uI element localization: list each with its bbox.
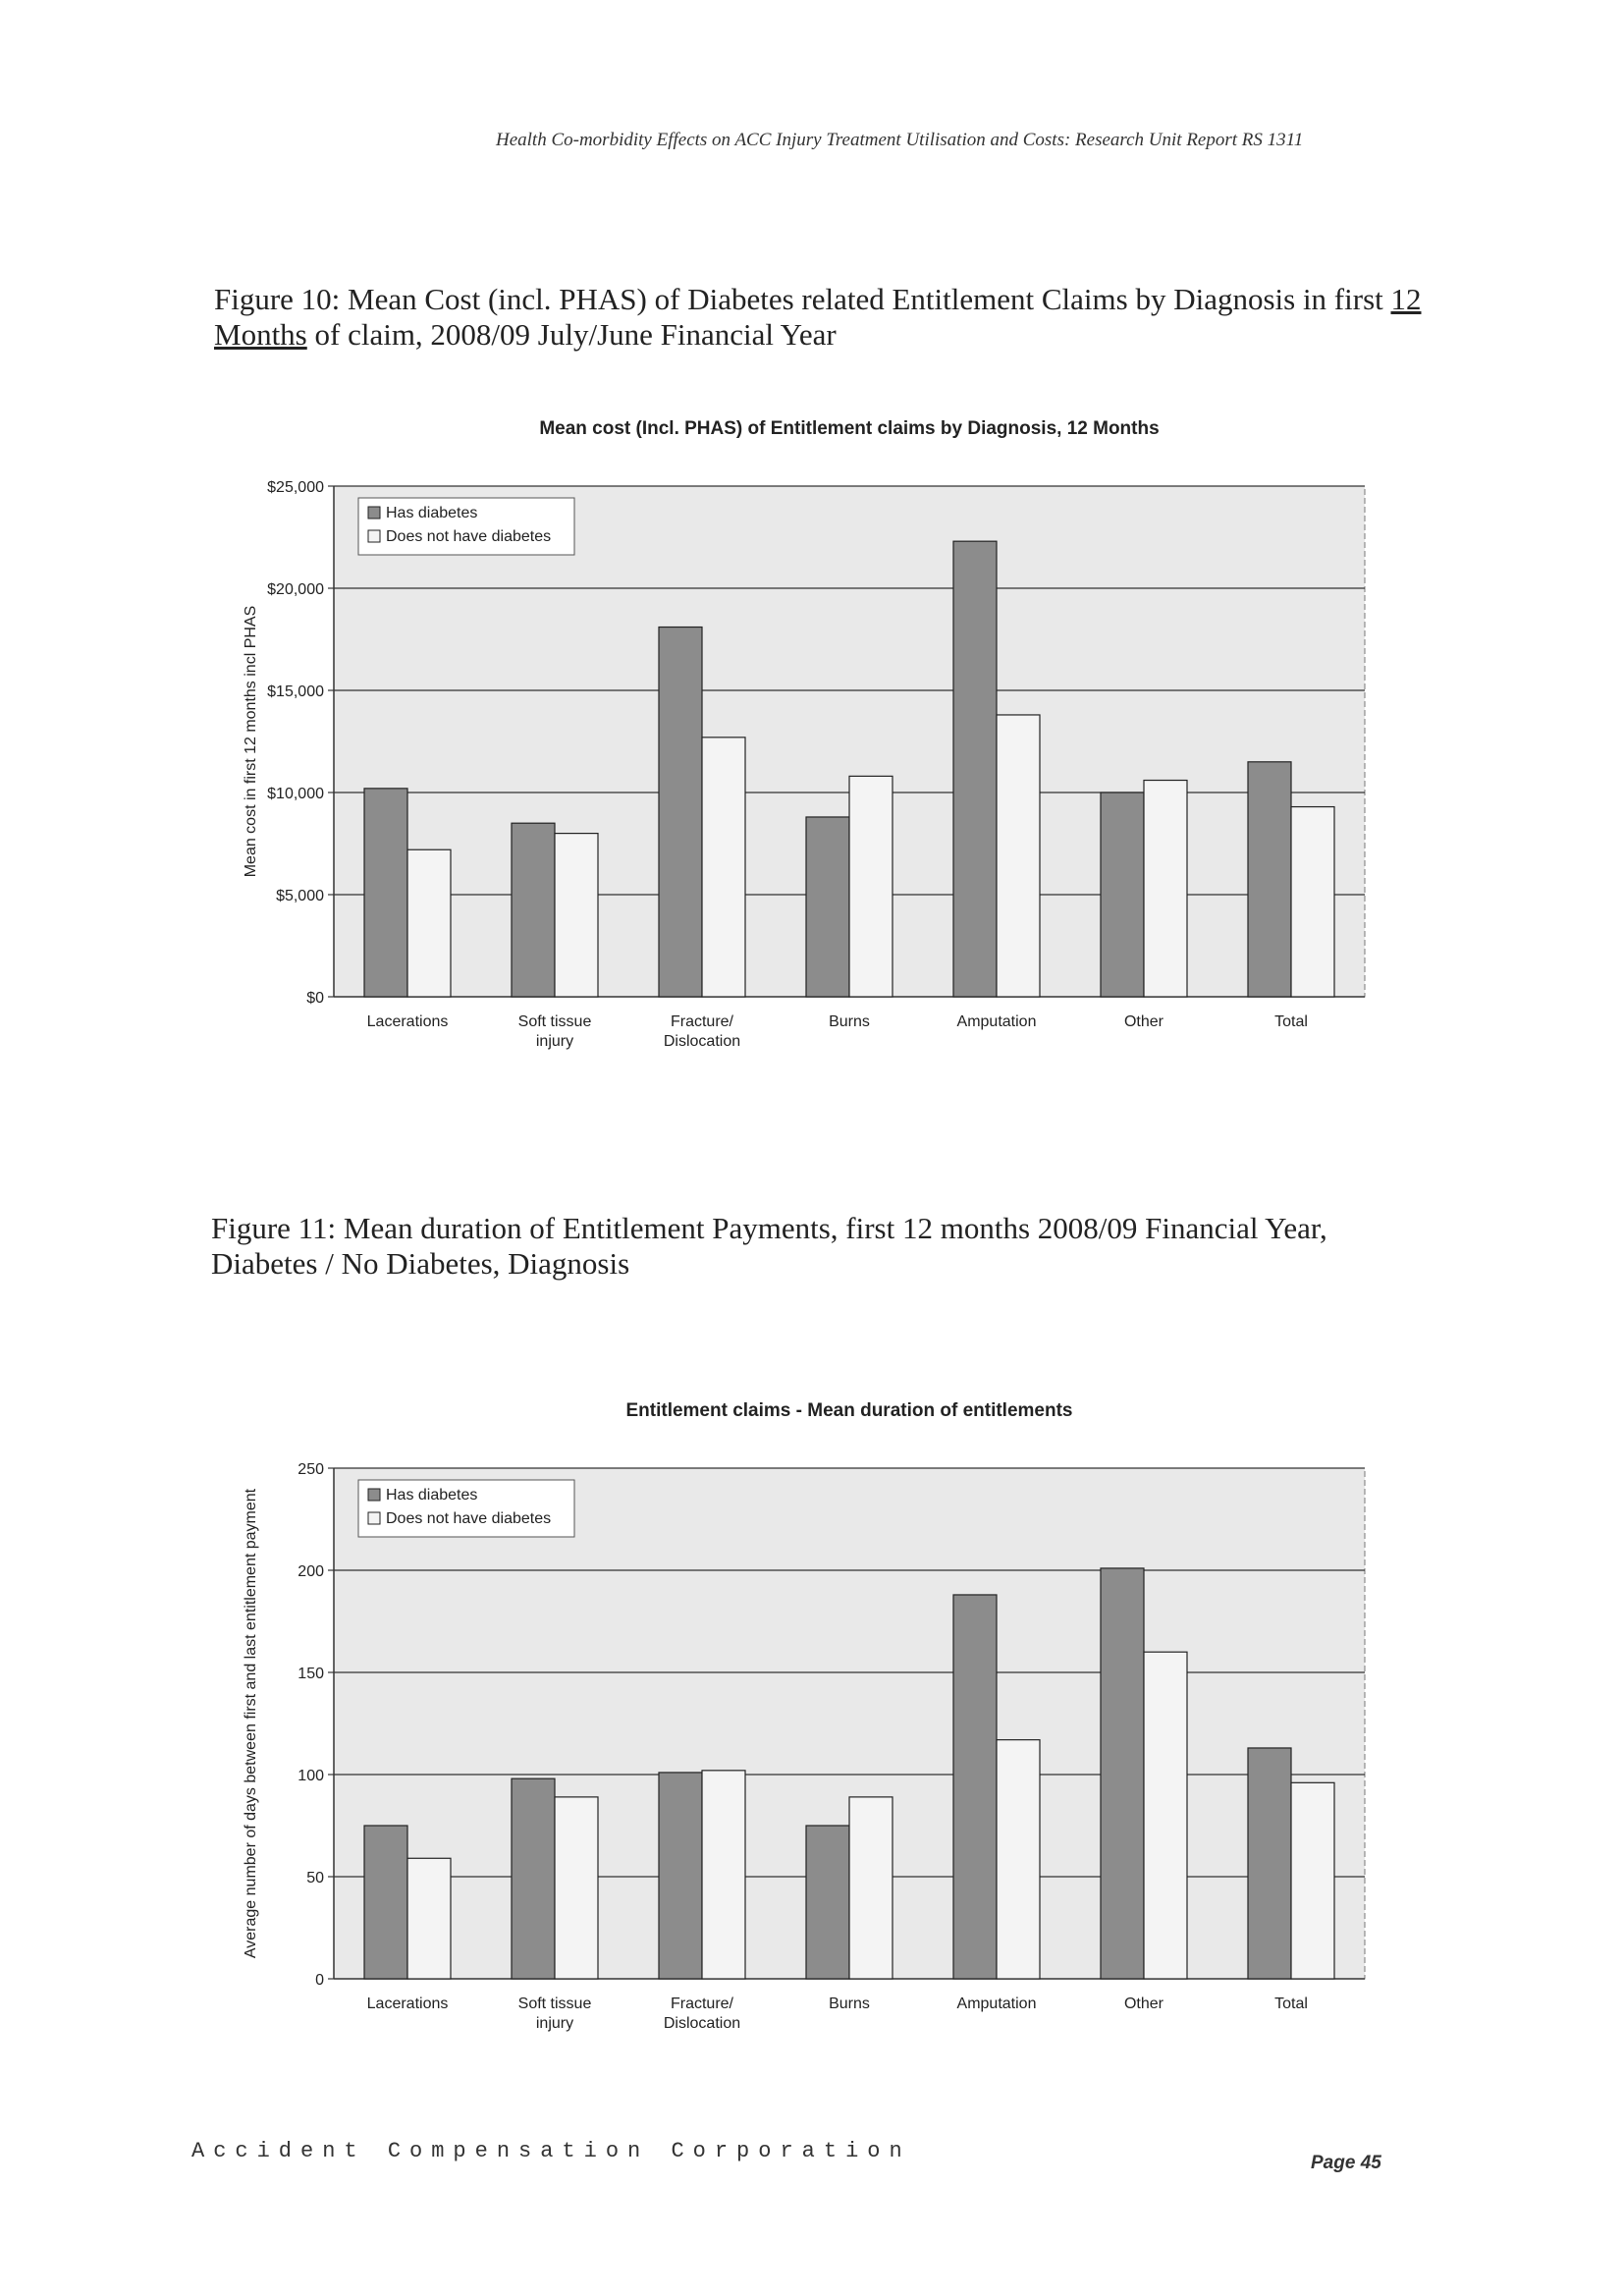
x-tick-label: Amputation [956,1013,1037,1030]
bar-no-diabetes-4 [997,715,1040,997]
bar-no-diabetes-2 [702,738,745,997]
bar-no-diabetes-3 [849,1797,893,1979]
legend-label: Does not have diabetes [386,1510,552,1527]
bar-no-diabetes-0 [407,1858,451,1979]
x-tick-label: Dislocation [663,2015,741,2032]
x-tick-label: Burns [829,1995,870,2012]
x-tick-label: Other [1123,1013,1164,1030]
bar-no-diabetes-5 [1144,781,1187,997]
x-tick-label: Lacerations [366,1995,449,2012]
bar-no-diabetes-5 [1144,1652,1187,1979]
bar-has-diabetes-2 [659,628,702,997]
y-tick-label: 50 [306,1870,324,1886]
legend-label: Has diabetes [386,1487,478,1503]
legend-swatch [368,530,380,542]
bar-has-diabetes-0 [364,789,407,997]
bar-has-diabetes-0 [364,1826,407,1979]
legend-label: Has diabetes [386,505,478,521]
bar-no-diabetes-6 [1291,1782,1334,1979]
x-tick-label: Dislocation [663,1033,741,1050]
figure-10-title [214,282,1422,353]
footer-organisation: Accident Compensation Corporation [191,2139,911,2163]
x-tick-label: Burns [829,1013,870,1030]
figure-10-title-pre: Figure 10: Mean Cost (incl. PHAS) of Diabetes related Entitlement Claims by Diagnosis in first [214,282,1383,316]
chart-mean-duration [226,1394,1434,2121]
y-tick-label: $20,000 [267,581,324,598]
page-header: Health Co-morbidity Effects on ACC Injury Treatment Utilisation and Costs: Research Unit Report RS 1311 [496,130,1304,150]
y-tick-label: $10,000 [267,786,324,802]
bar-no-diabetes-2 [702,1771,745,1979]
bar-has-diabetes-3 [806,1826,849,1979]
figure-11-title: Figure 11: Mean duration of Entitlement Payments, first 12 months 2008/09 Financial Year, Diabetes / No Diabetes, Diagnosis [211,1211,1327,1281]
figure-10-title-post: of claim, 2008/09 July/June Financial Year [314,317,837,352]
bar-no-diabetes-0 [407,849,451,997]
x-tick-label: Amputation [956,1995,1037,2012]
y-tick-label: 150 [298,1666,324,1682]
bar-no-diabetes-4 [997,1740,1040,1979]
figure-10-title-underlined: 12 Months [214,282,1422,352]
y-tick-label: $15,000 [267,683,324,700]
legend-swatch [368,507,380,519]
y-tick-label: $25,000 [267,479,324,496]
chart-title: Mean cost (Incl. PHAS) of Entitlement claims by Diagnosis, 12 Months [539,418,1160,439]
x-tick-label: Fracture/ [670,1013,734,1030]
y-tick-label: $5,000 [276,888,324,904]
y-axis-label: Average number of days between first and last entitlement payment [243,1488,259,1959]
bar-has-diabetes-1 [512,823,555,997]
bar-no-diabetes-3 [849,776,893,997]
bar-has-diabetes-4 [953,1595,997,1979]
bar-has-diabetes-4 [953,541,997,997]
y-axis-label: Mean cost in first 12 months incl PHAS [243,605,259,878]
x-tick-label: Soft tissue [517,1013,592,1030]
y-tick-label: 250 [298,1461,324,1478]
y-tick-label: $0 [306,990,324,1007]
bar-no-diabetes-1 [555,834,598,997]
x-tick-label: Other [1123,1995,1164,2012]
bar-no-diabetes-1 [555,1797,598,1979]
bar-no-diabetes-6 [1291,807,1334,997]
legend-swatch [368,1489,380,1501]
bar-has-diabetes-5 [1101,1568,1144,1979]
x-tick-label: Soft tissue [517,1995,592,2012]
y-tick-label: 200 [298,1563,324,1580]
chart-mean-cost [226,412,1434,1139]
bar-has-diabetes-1 [512,1778,555,1979]
bar-has-diabetes-5 [1101,793,1144,997]
footer-page-number: Page 45 [1311,2153,1381,2173]
bar-has-diabetes-2 [659,1773,702,1979]
x-tick-label: injury [535,1033,574,1050]
x-tick-label: Total [1274,1995,1308,2012]
bar-has-diabetes-3 [806,817,849,997]
legend-swatch [368,1512,380,1524]
x-tick-label: Fracture/ [670,1995,734,2012]
bar-has-diabetes-6 [1248,762,1291,997]
x-tick-label: Total [1274,1013,1308,1030]
legend-label: Does not have diabetes [386,528,552,545]
x-tick-label: injury [535,2015,574,2032]
chart-title: Entitlement claims - Mean duration of entitlements [625,1400,1073,1421]
bar-has-diabetes-6 [1248,1748,1291,1979]
y-tick-label: 100 [298,1768,324,1784]
x-tick-label: Lacerations [366,1013,449,1030]
y-tick-label: 0 [315,1972,324,1989]
